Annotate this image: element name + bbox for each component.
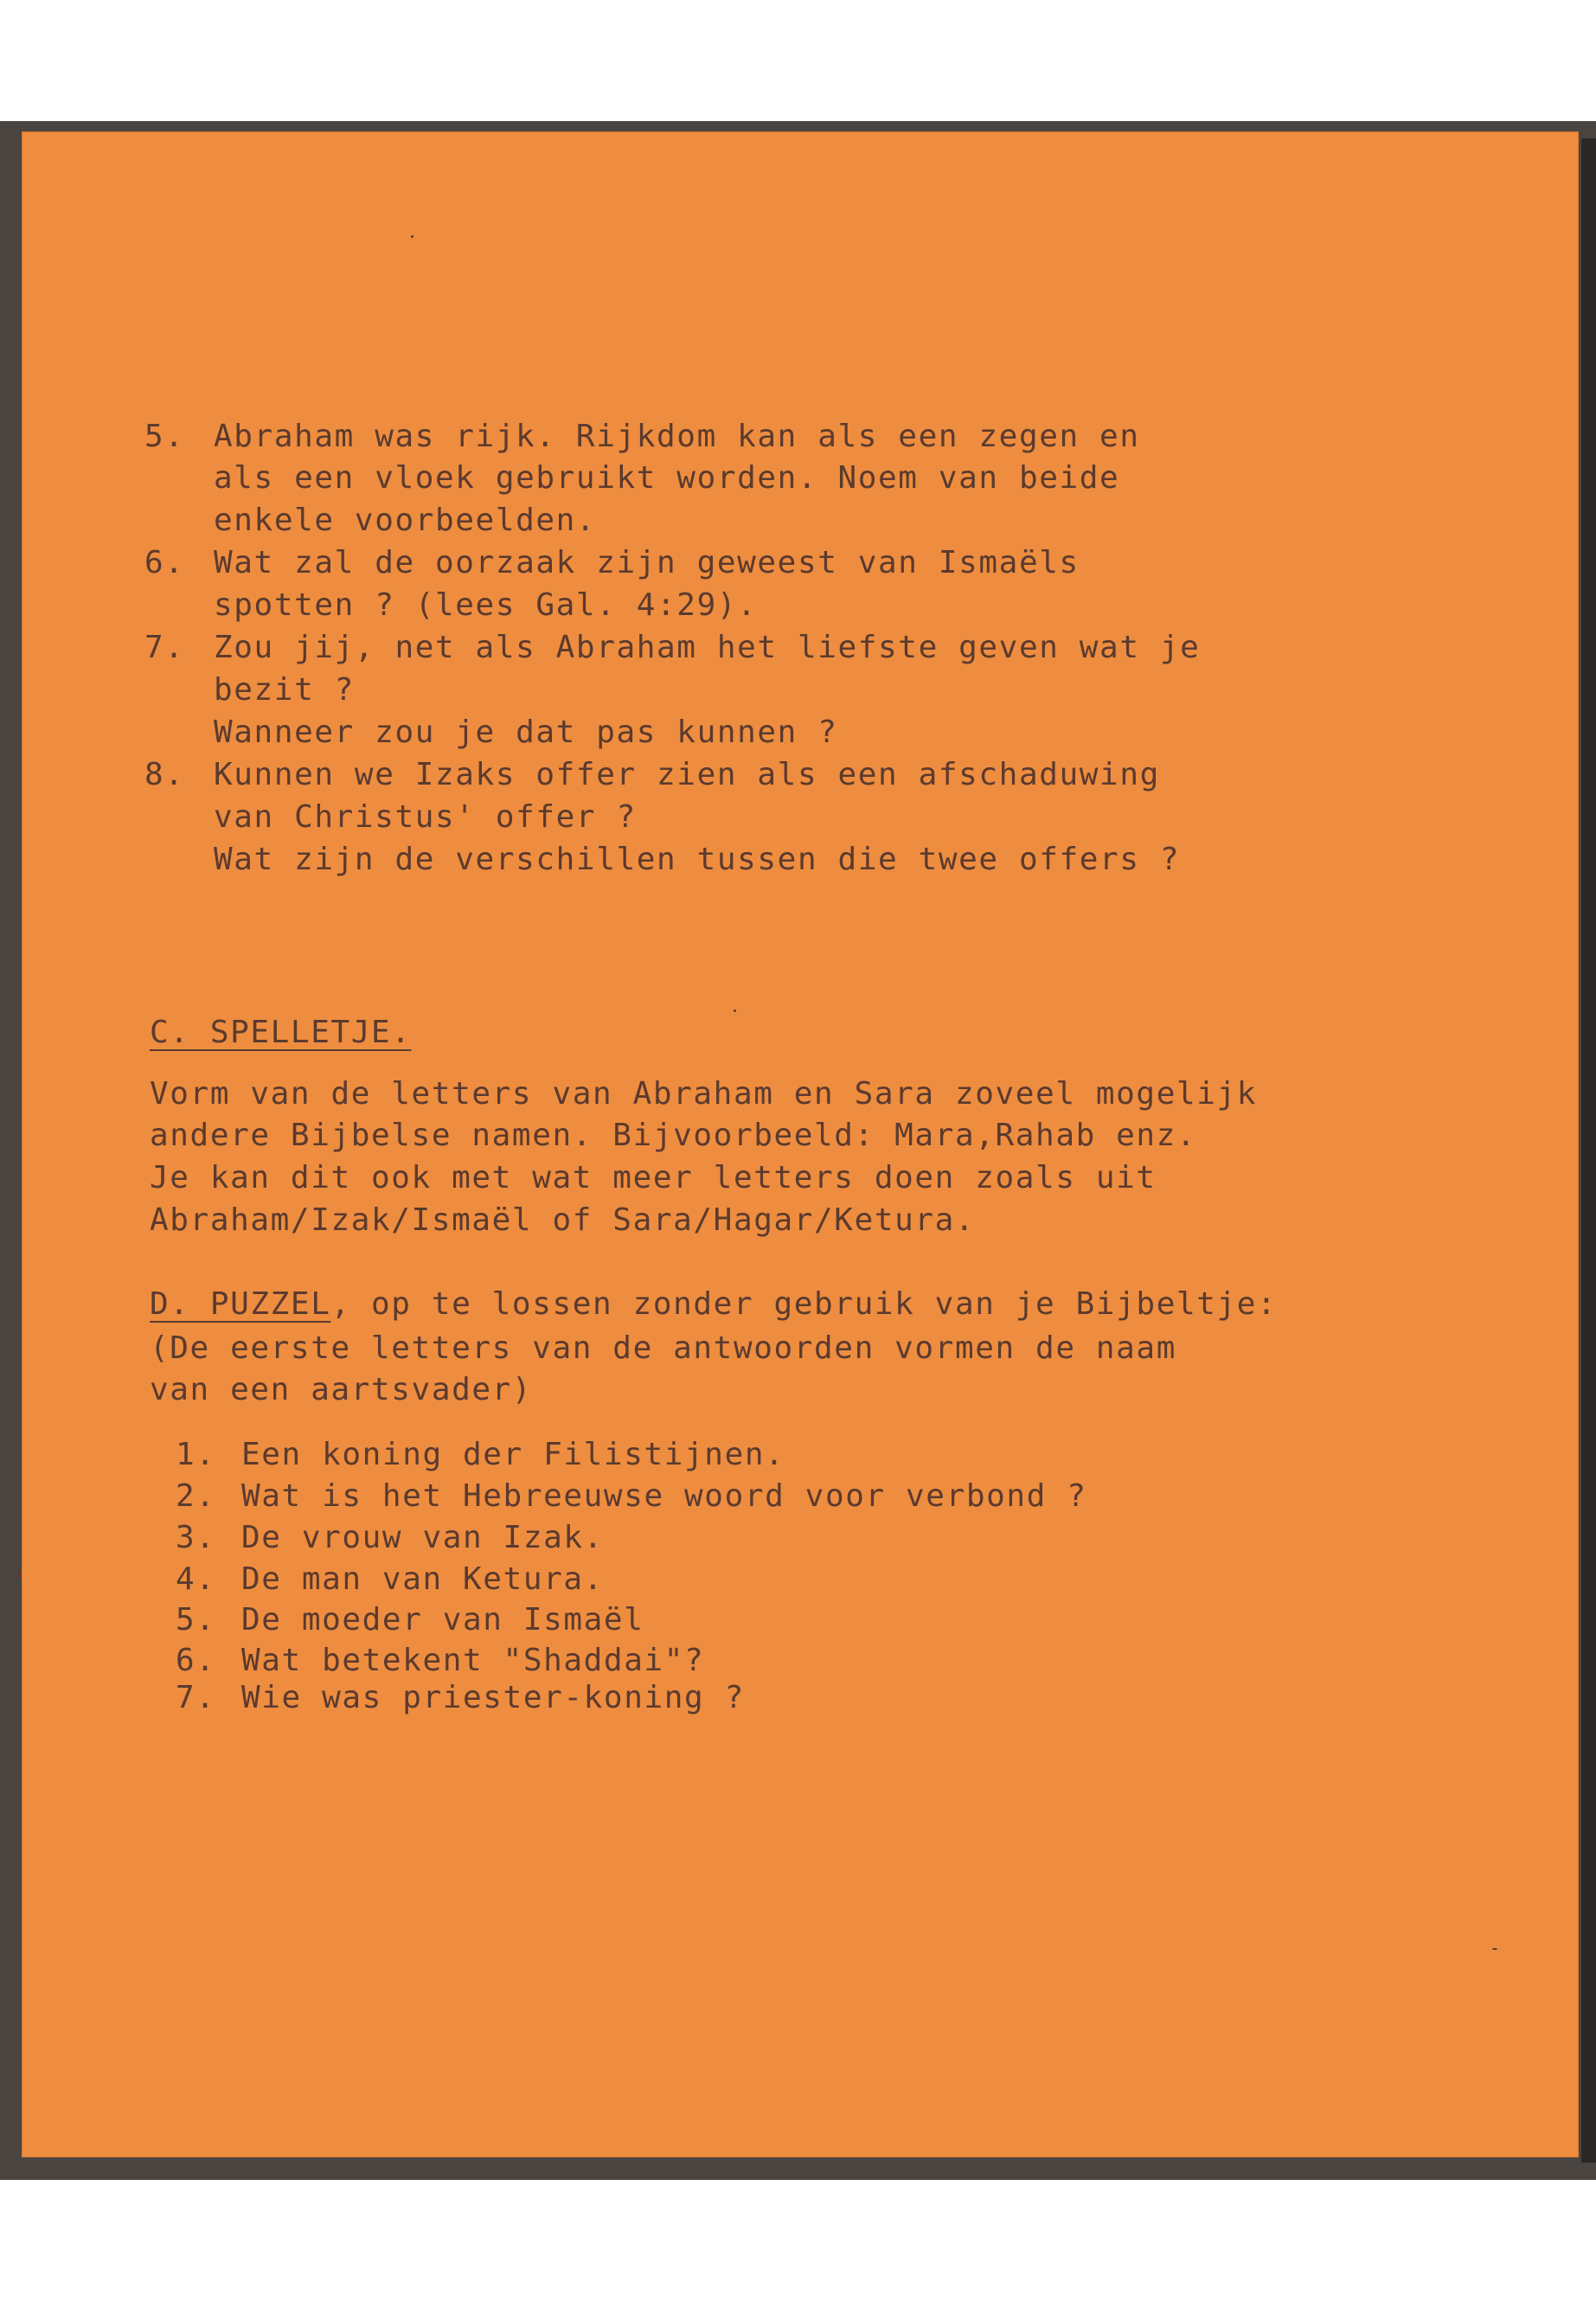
question-5-line-2: als een vloek gebruikt worden. Noem van beide <box>214 460 1120 496</box>
section-c-line-3: Je kan dit ook met wat meer letters doen zoals uit <box>150 1160 1157 1195</box>
section-d-heading-line <box>150 1286 1278 1322</box>
section-c-line-1: Vorm van de letters van Abraham en Sara zoveel mogelijk <box>150 1076 1258 1112</box>
question-5-line-3: enkele voorbeelden. <box>214 503 597 538</box>
question-8-line-2: van Christus' offer ? <box>214 799 637 835</box>
section-d-intro-line-2: van een aartsvader) <box>150 1372 533 1407</box>
question-6-line-2: spotten ? (lees Gal. 4:29). <box>214 587 758 623</box>
puzzle-item-3-number: 3. <box>176 1520 216 1555</box>
puzzle-item-2-number: 2. <box>176 1478 216 1514</box>
puzzle-item-6-number: 6. <box>176 1643 216 1678</box>
section-d-heading: D. PUZZEL <box>150 1286 331 1322</box>
section-d-intro-line-1: (De eerste letters van de antwoorden vormen de naam <box>150 1330 1176 1366</box>
scan-backdrop-edge <box>1581 138 1596 2163</box>
section-c-heading: C. SPELLETJE. <box>150 1015 412 1050</box>
paper-speck <box>1492 1948 1497 1950</box>
question-7-line-1: Zou jij, net als Abraham het liefste geven wat je <box>214 630 1201 665</box>
paper-speck <box>734 1009 736 1012</box>
orange-worksheet <box>22 131 1579 2157</box>
question-7-line-3: Wanneer zou je dat pas kunnen ? <box>214 715 838 750</box>
question-8-line-3: Wat zijn de verschillen tussen die twee offers ? <box>214 842 1181 877</box>
question-7-number: 7. <box>144 630 185 665</box>
puzzle-item-5-number: 5. <box>176 1602 216 1638</box>
section-c-line-4: Abraham/Izak/Ismaël of Sara/Hagar/Ketura. <box>150 1202 976 1238</box>
section-c-line-2: andere Bijbelse namen. Bijvoorbeeld: Mara,Rahab enz. <box>150 1118 1197 1153</box>
question-5-number: 5. <box>144 419 185 454</box>
puzzle-item-7-number: 7. <box>176 1680 216 1715</box>
puzzle-item-6-text: Wat betekent "Shaddai"? <box>241 1643 705 1678</box>
question-8-number: 8. <box>144 757 185 792</box>
question-6-line-1: Wat zal de oorzaak zijn geweest van Ismaëls <box>214 545 1080 580</box>
section-d-heading-rest: , op te lossen zonder gebruik van je Bijbeltje: <box>330 1286 1278 1322</box>
question-8-line-1: Kunnen we Izaks offer zien als een afschaduwing <box>214 757 1160 792</box>
paper-speck <box>411 235 413 238</box>
puzzle-item-4-number: 4. <box>176 1561 216 1597</box>
question-7-line-2: bezit ? <box>214 672 355 708</box>
puzzle-item-1-number: 1. <box>176 1437 216 1472</box>
puzzle-item-7-text: Wie was priester-koning ? <box>241 1680 745 1715</box>
puzzle-item-5-text: De moeder van Ismaël <box>241 1602 644 1638</box>
binding-speck <box>17 1570 22 1579</box>
puzzle-item-2-text: Wat is het Hebreeuwse woord voor verbond ? <box>241 1478 1087 1514</box>
question-5-line-1: Abraham was rijk. Rijkdom kan als een zegen en <box>214 419 1140 454</box>
puzzle-item-3-text: De vrouw van Izak. <box>241 1520 604 1555</box>
puzzle-item-1-text: Een koning der Filistijnen. <box>241 1437 785 1472</box>
question-6-number: 6. <box>144 545 185 580</box>
puzzle-item-4-text: De man van Ketura. <box>241 1561 604 1597</box>
